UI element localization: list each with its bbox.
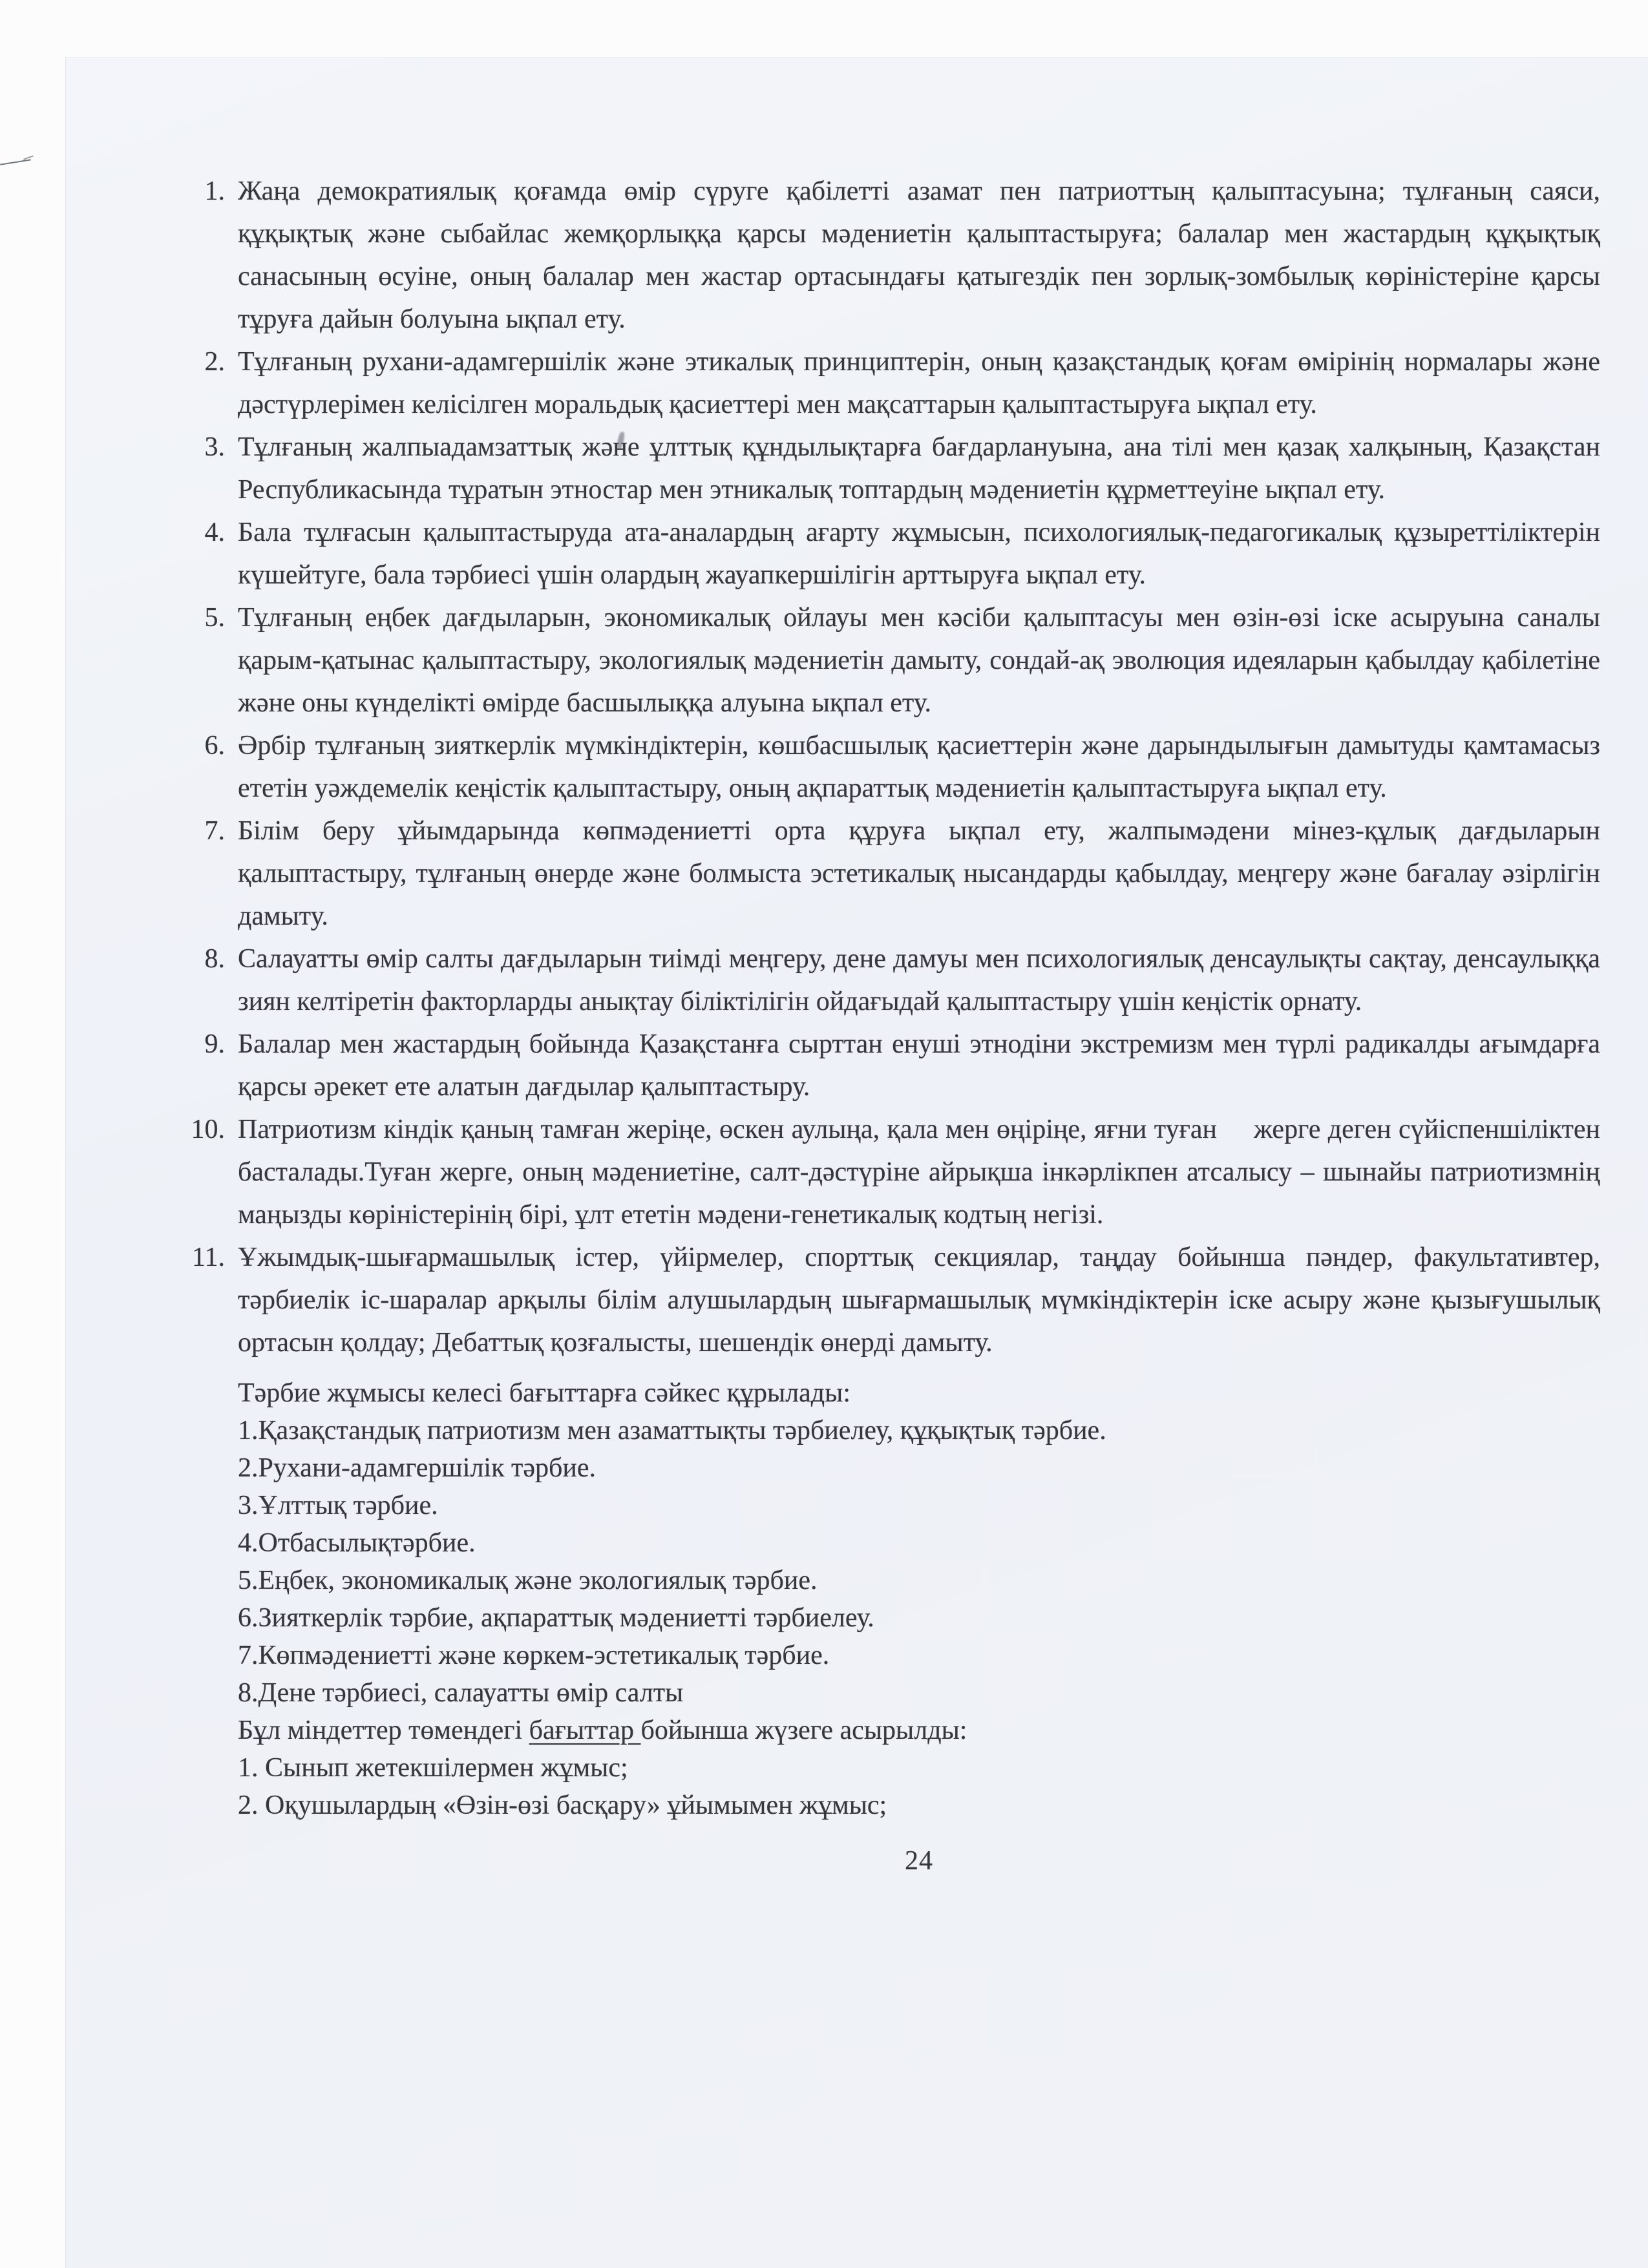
numbered-list bbox=[191, 170, 1600, 1364]
tail-line bbox=[238, 1374, 1600, 1412]
tail-line-text: 8.Дене тәрбиесі, салауатты өмір салты bbox=[238, 1678, 684, 1708]
list-item-number: 1. bbox=[204, 176, 225, 206]
list-item-number: 5. bbox=[204, 603, 225, 633]
list-item-number: 2. bbox=[204, 347, 225, 377]
tail-line-text: 7.Көпмәдениетті және көркем-эстетикалық тәрбие. bbox=[238, 1641, 830, 1670]
tail-line bbox=[238, 1487, 1600, 1524]
list-item-text: Бала тұлғасын қалыптастыруда ата-аналардың ағарту жұмысын, психологиялық-педагогикалық құзыреттіліктерін күшейтуге, бала тәрбиесі үшін олардың жауапкершілігін арттыруға ықпал ету. bbox=[238, 518, 1600, 590]
underlined-word: бағыттар bbox=[529, 1716, 641, 1745]
tail-line bbox=[238, 1562, 1600, 1599]
list-item bbox=[204, 724, 1600, 810]
list-item-number: 7. bbox=[204, 816, 225, 846]
list-item bbox=[191, 1108, 1600, 1236]
tail-line-text: 3.Ұлттық тәрбие. bbox=[238, 1491, 438, 1520]
tail-line bbox=[238, 1412, 1600, 1449]
tail-line-text: 1.Қазақстандық патриотизм мен азаматтықты тәрбиелеу, құқықтық тәрбие. bbox=[238, 1416, 1106, 1445]
tail-line-text: 6.Зияткерлік тәрбие, ақпараттық мәдениетті тәрбиелеу. bbox=[238, 1603, 874, 1633]
list-item bbox=[204, 1023, 1600, 1108]
list-item-number: 8. bbox=[204, 944, 225, 974]
list-item-number: 10. bbox=[191, 1115, 225, 1144]
tail-line-text: 1. Сынып жетекшілермен жұмыс; bbox=[238, 1753, 628, 1783]
list-item-text: Тұлғаның рухани-адамгершілік және этикалық принциптерін, оның қазақстандық қоғам өмірінің нормалары және дәстүрлерімен келісілген моральдық қасиеттері мен мақсаттарын қалыптастыруға ықпал ету. bbox=[238, 347, 1600, 419]
list-item-text: Жаңа демократиялық қоғамда өмір сүруге қабілетті азамат пен патриоттың қалыптасуына; тұлғаның саяси, құқықтық және сыбайлас жемқорлыққа қарсы мәдениетін қалыптастыруға; балалар мен жастардың құқықтық санасының өсуіне, оның балалар мен жастар ортасындағы қатыгездік пен зорлық-зомбылық көріністеріне қарсы тұруға дайын болуына ықпал ету. bbox=[238, 176, 1600, 334]
list-item-text: Салауатты өмір салты дағдыларын тиімді меңгеру, дене дамуы мен психологиялық денсаулықты сақтау, денсаулыққа зиян келтіретін факторларды анықтау біліктілігін ойдағыдай қалыптастыру үшін кеңістік орнату. bbox=[238, 944, 1600, 1016]
document-content bbox=[191, 170, 1600, 1882]
list-item bbox=[192, 1236, 1600, 1364]
list-item-text: Білім беру ұйымдарында көпмәдениетті орта құруға ықпал ету, жалпымәдени мінез-құлық дағдыларын қалыптастыру, тұлғаның өнерде және болмыста эстетикалық нысандарды қабылдау, меңгеру және бағалау әзірлігін дамыту. bbox=[238, 816, 1600, 931]
list-item-text: Балалар мен жастардың бойында Қазақстанға сырттан енуші этнодіни экстремизм мен түрлі радикалды ағымдарға қарсы әрекет ете алатын дағдылар қалыптастыру. bbox=[238, 1029, 1600, 1102]
list-item bbox=[204, 596, 1600, 724]
tail-line bbox=[238, 1599, 1600, 1637]
tail-line bbox=[238, 1749, 1600, 1787]
scan-scratch-artifact bbox=[0, 159, 31, 165]
tail-line bbox=[238, 1674, 1600, 1712]
tail-line-text: 5.Еңбек, экономикалық және экологиялық тәрбие. bbox=[238, 1566, 818, 1595]
list-item-text: Ұжымдық-шығармашылық істер, үйірмелер, спорттық секциялар, таңдау бойынша пәндер, факультативтер, тәрбиелік іс-шаралар арқылы білім алушылардың шығармашылық мүмкіндіктерін іске асыру және қызығушылық ортасын қолдау; Дебаттық қозғалысты, шешендік өнерді дамыту. bbox=[238, 1243, 1600, 1358]
list-item bbox=[204, 938, 1600, 1023]
tail-line-text: 2.Рухани-адамгершілік тәрбие. bbox=[238, 1453, 596, 1483]
list-item-number: 6. bbox=[204, 731, 225, 761]
tail-line bbox=[238, 1712, 1600, 1749]
list-item-number: 4. bbox=[204, 518, 225, 547]
list-item bbox=[204, 810, 1600, 938]
tail-line-text: Тәрбие жұмысы келесі бағыттарға сәйкес құрылады: bbox=[238, 1378, 851, 1408]
tail-line-text: 2. Оқушылардың «Өзін-өзі басқару» ұйымымен жұмыс; bbox=[238, 1790, 887, 1820]
list-item-number: 11. bbox=[192, 1243, 225, 1272]
tail-line bbox=[238, 1787, 1600, 1824]
list-item-number: 3. bbox=[204, 432, 225, 462]
list-item-text: Әрбір тұлғаның зияткерлік мүмкіндіктерін, көшбасшылық қасиеттерін және дарындылығын дамытуды қамтамасыз ететін уәждемелік кеңістік қалыптастыру, оның ақпараттық мәдениетін қалыптастыруға ықпал ету. bbox=[238, 731, 1600, 803]
tail-line-text: бойынша жүзеге асырылды: bbox=[640, 1716, 967, 1745]
tail-line-text: 4.Отбасылықтәрбие. bbox=[238, 1528, 476, 1558]
list-item-number: 9. bbox=[204, 1029, 225, 1059]
list-item bbox=[204, 170, 1600, 341]
list-item-text: Тұлғаның еңбек дағдыларын, экономикалық ойлауы мен кәсіби қалыптасуы мен өзін-өзі іске асыруына саналы қарым-қатынас қалыптастыру, экологиялық мәдениетін дамыту, сондай-ақ эволюция идеяларын қабылдау қабілетіне және оны күнделікті өмірде басшылыққа алуына ықпал ету. bbox=[238, 603, 1600, 718]
list-item bbox=[204, 426, 1600, 511]
tail-line bbox=[238, 1524, 1600, 1562]
tail-line bbox=[238, 1449, 1600, 1487]
directions-block bbox=[238, 1374, 1600, 1824]
page-number: 24 bbox=[905, 1846, 933, 1876]
list-item bbox=[204, 341, 1600, 426]
tail-line bbox=[238, 1637, 1600, 1674]
list-item-text: Тұлғаның жалпыадамзаттық және ұлттық құндылықтарға бағдарлануына, ана тілі мен қазақ халқының, Қазақстан Республикасында тұратын этностар мен этникалық топтардың мәдениетін құрметтеуіне ықпал ету. bbox=[238, 432, 1600, 505]
tail-line-text: Бұл міндеттер төмендегі bbox=[238, 1716, 529, 1745]
list-item bbox=[204, 511, 1600, 596]
list-item-text: Патриотизм кіндік қаның тамған жеріңе, өскен аулыңа, қала мен өңіріңе, яғни туған жерге деген сүйіспеншіліктен басталады.Туған жерге, оның мәдениетіне, салт-дәстүріне айрықша інкәрлікпен атсалысу – шынайы патриотизмнің маңызды көріністерінің бірі, ұлт ететін мәдени-генетикалық кодтың негізі. bbox=[238, 1115, 1600, 1230]
